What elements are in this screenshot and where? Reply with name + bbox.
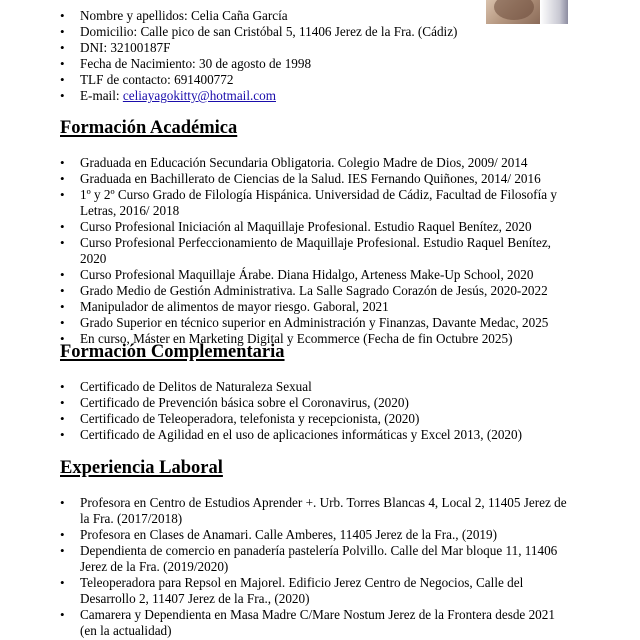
formacion-academica-list bbox=[0, 155, 640, 347]
list-item: • Certificado de Prevención básica sobre el Coronavirus, (2020) bbox=[0, 395, 592, 411]
list-item: • Curso Profesional Perfeccionamiento de Maquillaje Profesional. Estudio Raquel Benítez, 2020 bbox=[0, 235, 640, 267]
section-title-formacion-academica: Formación Académica bbox=[60, 118, 238, 138]
list-item: • Manipulador de alimentos de mayor riesgo. Gaboral, 2021 bbox=[0, 299, 640, 315]
list-item: • Certificado de Delitos de Naturaleza Sexual bbox=[0, 379, 592, 395]
page-edge-shadow bbox=[540, 0, 568, 24]
list-item: • Grado Superior en técnico superior en Administración y Finanzas, Davante Medac, 2025 bbox=[0, 315, 640, 331]
list-item: • 1º y 2º Curso Grado de Filología Hispánica. Universidad de Cádiz, Facultad de Filosofía y Letras, 2016/ 2018 bbox=[0, 187, 640, 219]
list-item: • TLF de contacto: 691400772 bbox=[0, 72, 527, 88]
personal-info-list bbox=[0, 8, 527, 104]
list-item: • Fecha de Nacimiento: 30 de agosto de 1998 bbox=[0, 56, 527, 72]
list-item-email bbox=[0, 88, 527, 104]
list-item: • DNI: 32100187F bbox=[0, 40, 527, 56]
list-item: • Graduada en Educación Secundaria Obligatoria. Colegio Madre de Dios, 2009/ 2014 bbox=[0, 155, 640, 171]
list-item: • Curso Profesional Maquillaje Árabe. Diana Hidalgo, Arteness Make-Up School, 2020 bbox=[0, 267, 640, 283]
list-item: • Graduada en Bachillerato de Ciencias de la Salud. IES Fernando Quiñones, 2014/ 2016 bbox=[0, 171, 640, 187]
list-item: • En curso, Máster en Marketing Digital y Ecommerce (Fecha de fin Octubre 2025) bbox=[0, 331, 640, 347]
email-label: E-mail: bbox=[80, 88, 123, 103]
list-item: • Curso Profesional Iniciación al Maquillaje Profesional. Estudio Raquel Benítez, 2020 bbox=[0, 219, 640, 235]
list-item: • Profesora en Clases de Anamari. Calle Amberes, 11405 Jerez de la Fra., (2019) bbox=[0, 527, 640, 543]
list-item: • Certificado de Teleoperadora, telefonista y recepcionista, (2020) bbox=[0, 411, 592, 427]
list-item: • Dependienta de comercio en panadería pastelería Polvillo. Calle del Mar bloque 11, 11406 Jerez de la Fra. (2019/2020) bbox=[0, 543, 640, 575]
section-title-formacion-complementaria: Formación Complementaria bbox=[60, 342, 285, 362]
list-item: • Camarera y Dependienta en Masa Madre C/Mare Nostum Jerez de la Frontera desde 2021 (en la actualidad) bbox=[0, 607, 640, 639]
list-item: • Teleoperadora para Repsol en Majorel. Edificio Jerez Centro de Negocios, Calle del Desarrollo 2, 11407 Jerez de la Fra., (2020) bbox=[0, 575, 640, 607]
list-item: • Grado Medio de Gestión Administrativa. La Salle Sagrado Corazón de Jesús, 2020-2022 bbox=[0, 283, 640, 299]
list-item: • Domicilio: Calle pico de san Cristóbal 5, 11406 Jerez de la Fra. (Cádiz) bbox=[0, 24, 527, 40]
email-link[interactable]: celiayagokitty@hotmail.com bbox=[122, 88, 276, 103]
section-title-experiencia-laboral: Experiencia Laboral bbox=[60, 458, 223, 478]
list-item: • Nombre y apellidos: Celia Caña García bbox=[0, 8, 527, 24]
formacion-complementaria-list bbox=[0, 379, 592, 443]
experiencia-laboral-list bbox=[0, 495, 640, 639]
list-item: • Profesora en Centro de Estudios Aprender +. Urb. Torres Blancas 4, Local 2, 11405 Jerez de la Fra. (2017/2018) bbox=[0, 495, 640, 527]
list-item: • Certificado de Agilidad en el uso de aplicaciones informáticas y Excel 2013, (2020) bbox=[0, 427, 592, 443]
